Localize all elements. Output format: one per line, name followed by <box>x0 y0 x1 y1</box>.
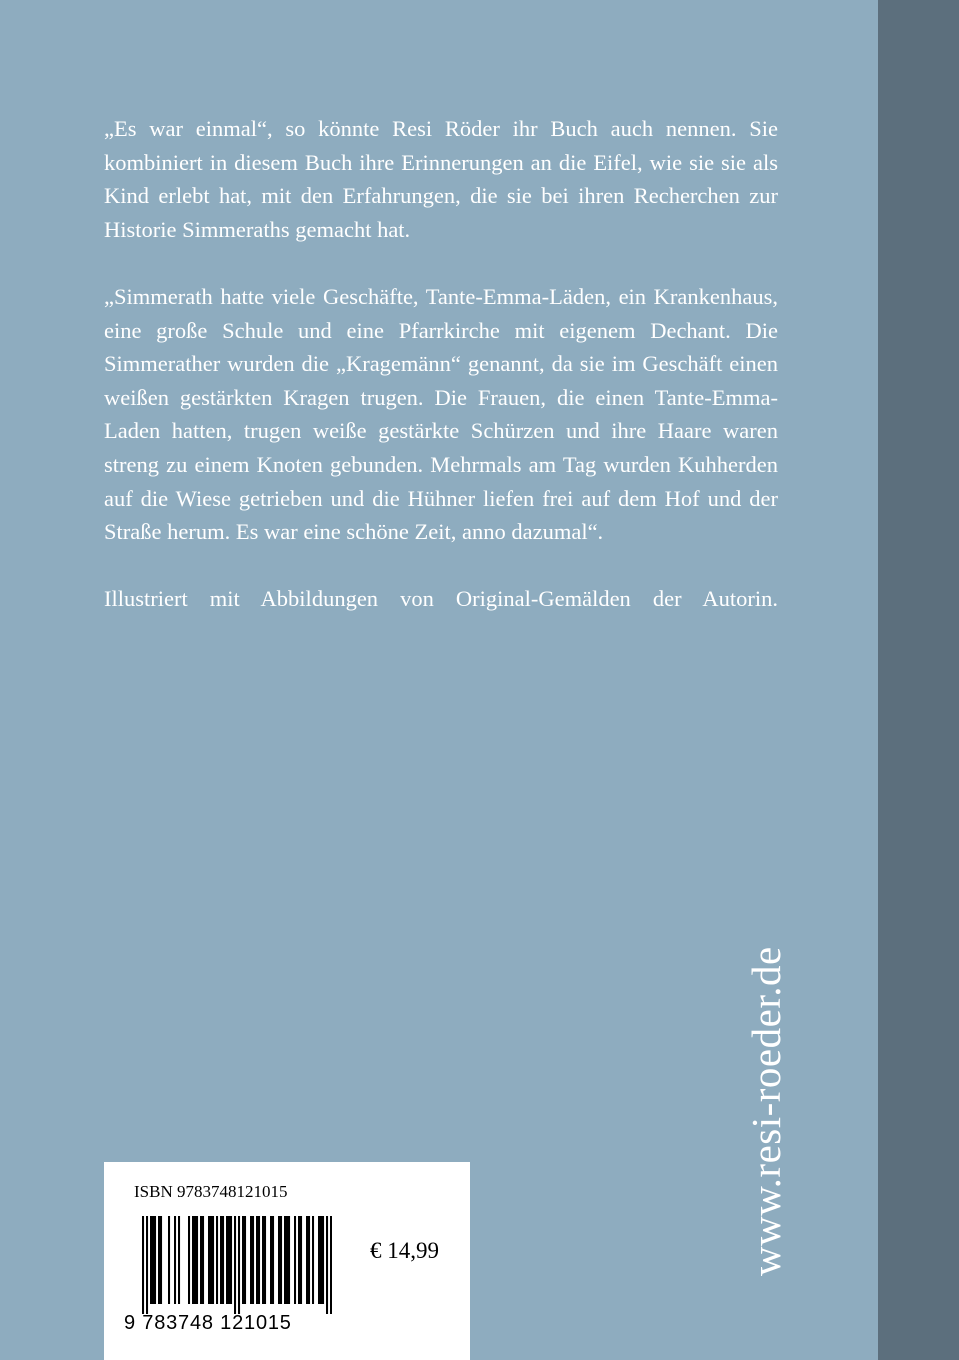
barcode-bar <box>252 1216 254 1304</box>
barcode-bar <box>272 1216 274 1304</box>
barcode-bar <box>242 1216 244 1304</box>
blurb-paragraph-1: „Es war einmal“, so könnte Resi Röder ihr Buch auch nennen. Sie kombiniert in diesem Buch ihre Erinnerungen an die Eifel, wie sie sie als Kind erlebt hat, mit den Erfahrungen, die sie bei ihren Recherchen zur Historie Simmeraths gemacht hat. <box>104 116 778 242</box>
barcode-bar <box>220 1216 222 1304</box>
barcode-bar <box>160 1216 162 1304</box>
barcode-bar <box>174 1216 176 1304</box>
barcode-bar <box>258 1216 260 1304</box>
barcode-bar <box>306 1216 308 1304</box>
barcode-bar <box>288 1216 290 1304</box>
barcode-bar <box>284 1216 286 1304</box>
barcode-bar <box>226 1216 228 1304</box>
price-label: € 14,99 <box>370 1238 439 1263</box>
isbn-box <box>104 1162 470 1360</box>
barcode-bar <box>286 1216 288 1304</box>
barcode-bar <box>216 1216 218 1304</box>
barcode-bar <box>262 1216 264 1304</box>
barcode-bar <box>318 1216 320 1304</box>
isbn-label: ISBN 9783748121015 <box>134 1182 288 1201</box>
barcode-digits: 9 783748 121015 <box>124 1312 292 1334</box>
barcode-bar <box>200 1216 202 1304</box>
barcode-bar <box>228 1216 230 1304</box>
barcode-bar <box>244 1216 246 1304</box>
barcode-bar <box>298 1216 300 1304</box>
barcode-bar <box>192 1216 194 1304</box>
blurb-text <box>104 112 778 650</box>
barcode-bar <box>280 1216 282 1304</box>
barcode-bar <box>308 1216 310 1304</box>
barcode-bar <box>250 1216 252 1304</box>
barcode-bar <box>146 1216 148 1314</box>
barcode-bar <box>158 1216 160 1304</box>
barcode-bar <box>234 1216 236 1314</box>
barcode-bar <box>320 1216 322 1304</box>
barcode-bar <box>154 1216 156 1304</box>
barcode-bar <box>264 1216 266 1304</box>
barcode-bar <box>150 1216 152 1304</box>
barcode-bar <box>212 1216 214 1304</box>
barcode-bar <box>196 1216 198 1304</box>
barcode-bar <box>300 1216 302 1304</box>
barcode-image <box>142 1216 332 1314</box>
barcode-bar <box>278 1216 280 1304</box>
barcode-bar <box>178 1216 180 1304</box>
barcode-bar <box>168 1216 170 1304</box>
barcode-bar <box>194 1216 196 1304</box>
website-url: www.resi-roeder.de <box>743 946 789 1276</box>
barcode-bar <box>326 1216 328 1314</box>
barcode-bar <box>238 1216 240 1314</box>
barcode-bar <box>152 1216 154 1304</box>
blurb-paragraph-2: „Simmerath hatte viele Geschäfte, Tante-Emma-Läden, ein Krankenhaus, eine große Schule und eine Pfarrkirche mit eigenem Dechant. Die Simmerather wurden die „Kragemänn“ genannt, da sie im Geschäft einen weißen gestärkten Kragen trugen. Die Frauen, die einen Tante-Emma-Laden hatten, trugen weiße gestärkte Schürzen und ihre Haare waren streng zu einem Knoten gebunden. Mehrmals am Tag wurden Kuhherden auf die Wiese getrieben und die Hühner liefen frei auf dem Hof und der Straße herum. Es war eine schöne Zeit, anno dazumal“. <box>104 283 778 545</box>
barcode-bar <box>270 1216 272 1304</box>
spine-strip <box>878 0 959 1360</box>
barcode-bar <box>202 1216 204 1304</box>
barcode-bar <box>256 1216 258 1304</box>
barcode-bar <box>312 1216 314 1304</box>
barcode-bar <box>222 1216 224 1304</box>
barcode-bar <box>322 1216 324 1304</box>
barcode-bar <box>294 1216 296 1304</box>
barcode-bar <box>230 1216 232 1304</box>
barcode-bar <box>210 1216 212 1304</box>
blurb-paragraph-3: Illustriert mit Abbildungen von Original-Gemälden der Autorin. <box>104 586 778 612</box>
barcode-bar <box>330 1216 332 1314</box>
barcode-bar <box>208 1216 210 1304</box>
barcode-bar <box>188 1216 190 1304</box>
barcode-bar <box>142 1216 144 1314</box>
